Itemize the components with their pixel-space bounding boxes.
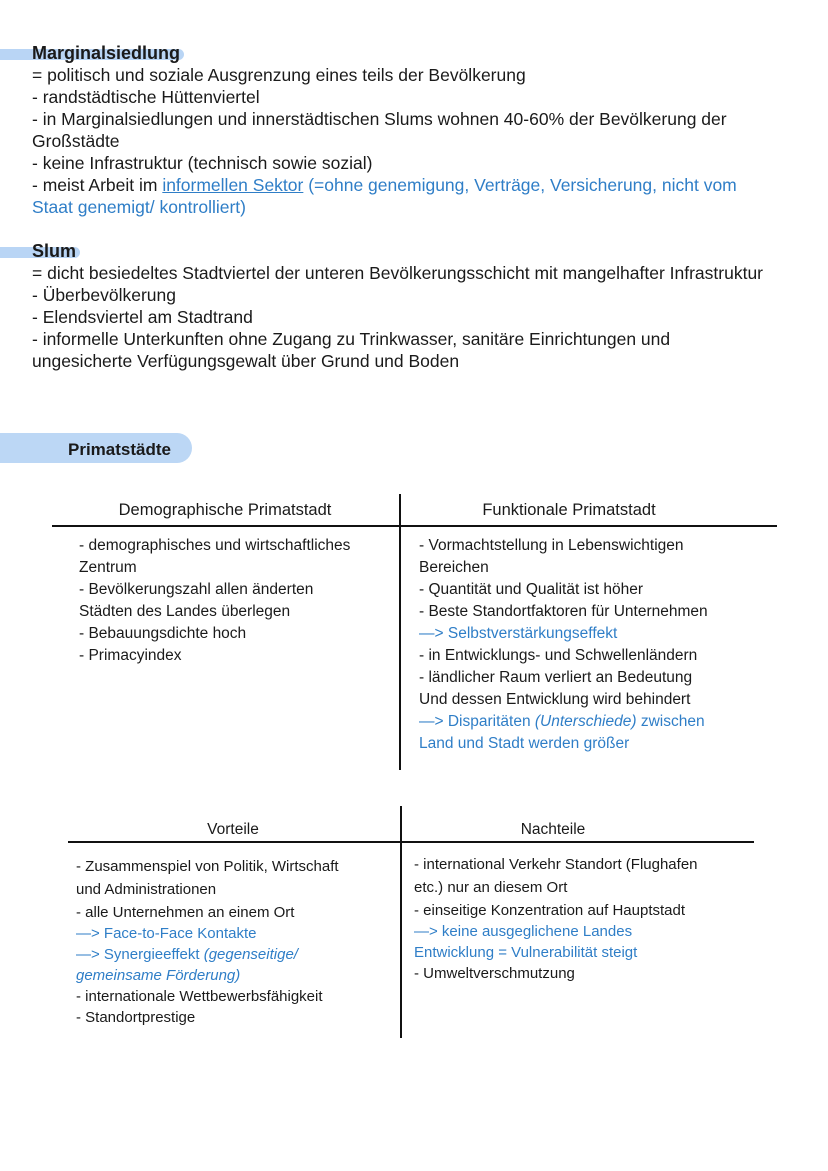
list-item: - Beste Standortfaktoren für Unternehmen [419,603,708,620]
list-item: - ländlicher Raum verliert an Bedeutung [419,669,693,686]
list-item: - alle Unternehmen an einem Ort [76,904,295,921]
marginalsiedlung-heading: Marginalsiedlung [32,42,184,64]
marginalsiedlung-body [32,64,812,218]
list-item: —> keine ausgeglichene Landes [414,923,633,940]
list-item: - Bevölkerungszahl allen änderten [79,581,314,598]
demographische-header: Demographische Primatstadt [118,501,332,519]
list-item: - Umweltverschmutzung [414,965,575,982]
text-fragment: - meist Arbeit im [32,175,163,195]
text-fragment: —> Disparitäten [419,713,535,730]
funktionale-header: Funktionale Primatstadt [482,501,656,519]
text-line [32,174,812,196]
text-line: = dicht besiedeltes Stadtviertel der unteren Bevölkerungsschicht mit mangelhafter Infrastruktur [32,263,764,283]
nachteile-column [414,854,754,984]
table-divider [52,525,777,527]
table-divider [400,806,402,1038]
note-text: Staat genemigt/ kontrolliert) [32,197,246,217]
text-line: - Überbevölkerung [32,285,176,305]
list-item: - Vormachtstellung in Lebenswichtigen [419,537,684,554]
text-line: - in Marginalsiedlungen und innerstädtischen Slums wohnen 40-60% der Bevölkerung der [32,109,727,129]
demographische-column [79,535,395,667]
list-item: - demographisches und wirtschaftliches [79,537,351,554]
list-item: - international Verkehr Standort (Flughafen [414,856,698,873]
list-item: - internationale Wettbewerbsfähigkeit [76,988,323,1005]
list-item [76,944,396,965]
text-line: ungesicherte Verfügungsgewalt über Grund und Boden [32,351,460,371]
list-item: Entwicklung = Vulnerabilität steigt [414,944,638,961]
note-text: (=ohne genemigung, Verträge, Versicherung, nicht vom [303,175,737,195]
text-line: - keine Infrastruktur (technisch sowie sozial) [32,153,373,173]
list-item: Städten des Landes überlegen [79,603,291,620]
list-item: - in Entwicklungs- und Schwellenländern [419,647,698,664]
text-line: Großstädte [32,131,120,151]
text-fragment: zwischen [636,713,705,730]
list-item: und Administrationen [76,881,217,898]
table-divider [68,841,754,843]
text-fragment: —> Synergieeffekt [76,946,204,963]
primatstaedte-heading: Primatstädte [68,440,171,459]
list-item: —> Selbstverstärkungseffekt [419,625,618,642]
list-item: Zentrum [79,559,137,576]
slum-heading: Slum [32,240,80,262]
list-item: - Quantität und Qualität ist höher [419,581,644,598]
funktionale-column [419,535,779,755]
vorteile-header: Vorteile [207,821,259,838]
nachteile-header: Nachteile [520,821,586,838]
text-line: = politisch und soziale Ausgrenzung eines teils der Bevölkerung [32,65,526,85]
list-item: etc.) nur an diesem Ort [414,879,568,896]
text-line: - randstädtische Hüttenviertel [32,87,260,107]
table-divider [399,494,401,770]
list-item: —> Face-to-Face Kontakte [76,925,257,942]
informeller-sektor-link[interactable]: informellen Sektor [162,175,304,195]
vorteile-column [76,856,396,1028]
list-item: - Bebauungsdichte hoch [79,625,247,642]
text-line: - Elendsviertel am Stadtrand [32,307,253,327]
slum-body [32,262,812,372]
text-line: - informelle Unterkunften ohne Zugang zu Trinkwasser, sanitäre Einrichtungen und [32,329,671,349]
slum-section [32,240,812,372]
list-item: - Zusammenspiel von Politik, Wirtschaft [76,858,339,875]
list-item: gemeinsame Förderung) [76,967,241,984]
list-item: Bereichen [419,559,489,576]
list-item: Land und Stadt werden größer [419,735,630,752]
list-item: - Standortprestige [76,1009,196,1026]
marginalsiedlung-section [32,42,812,218]
list-item: - einseitige Konzentration auf Hauptstadt [414,902,686,919]
list-item: Und dessen Entwicklung wird behindert [419,691,691,708]
text-fragment: (gegenseitige/ [203,946,298,963]
list-item: - Primacyindex [79,647,182,664]
list-item [419,711,779,733]
text-fragment: (Unterschiede) [534,713,637,730]
